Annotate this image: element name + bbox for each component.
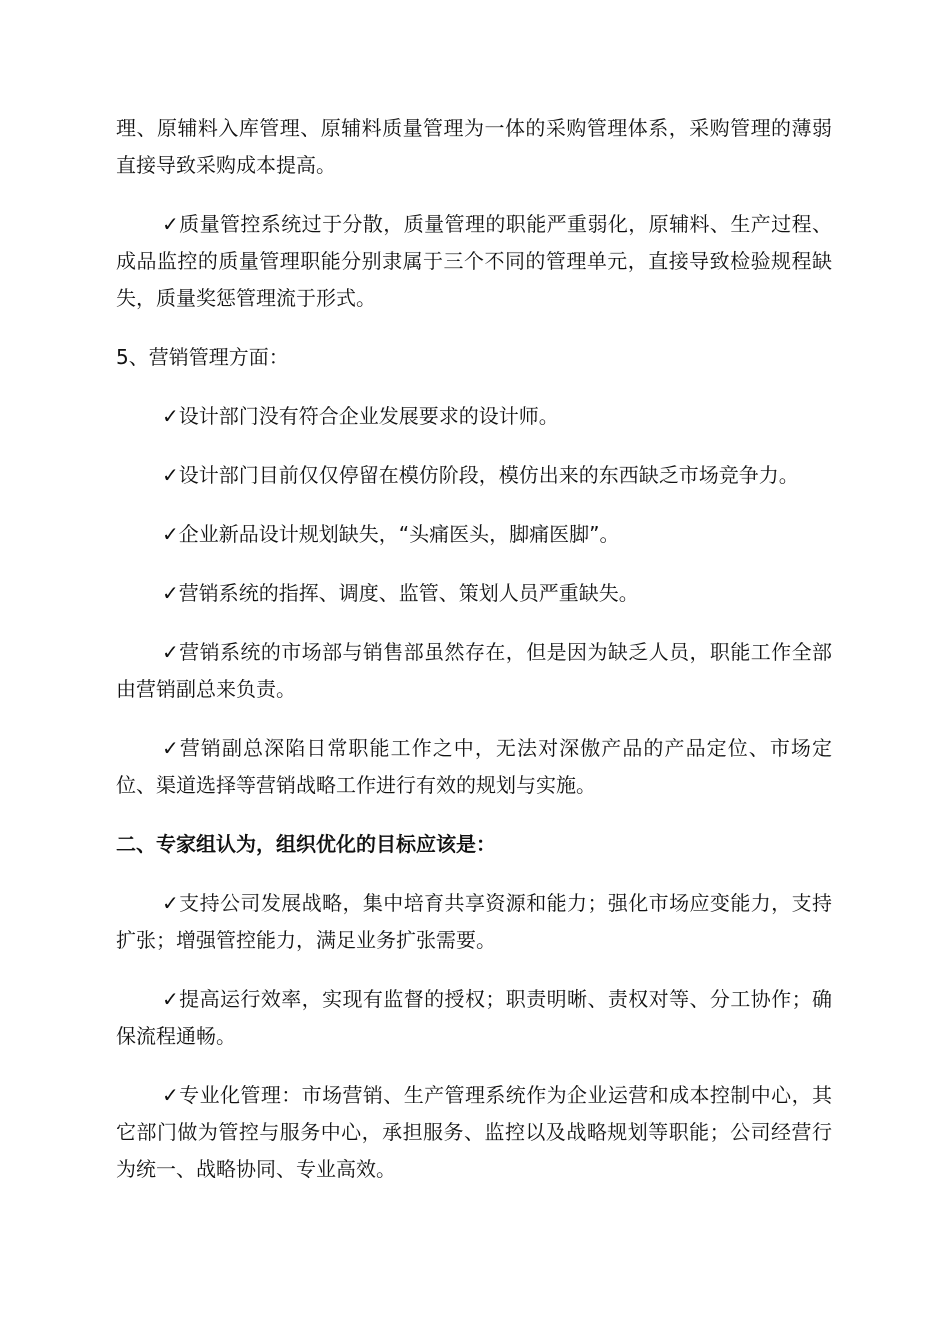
checkmark-icon: ✓ <box>162 581 179 605</box>
document-page <box>116 110 832 1210</box>
checkmark-icon: ✓ <box>162 1083 180 1107</box>
paragraph-design-staff <box>116 398 832 435</box>
paragraph-text: 营销副总深陷日常职能工作之中，无法对深傲产品的产品定位、市场定位、渠道选择等营销战略工作进行有效的规划与实施。 <box>116 736 833 797</box>
section-text: 5、营销管理方面： <box>116 345 289 369</box>
paragraph-text: 营销系统的市场部与销售部虽然存在，但是因为缺乏人员，职能工作全部由营销副总来负责。 <box>116 640 832 701</box>
paragraph-goal-efficiency <box>116 981 832 1055</box>
checkmark-icon: ✓ <box>162 463 179 487</box>
paragraph-text: 提高运行效率，实现有监督的授权；职责明晰、责权对等、分工协作；确保流程通畅。 <box>116 987 832 1048</box>
paragraph-text: 营销系统的指挥、调度、监管、策划人员严重缺失。 <box>178 581 639 605</box>
checkmark-icon: ✓ <box>162 736 180 760</box>
paragraph-text: 专业化管理：市场营销、生产管理系统作为企业运营和成本控制中心，其它部门做为管控与服务中心，承担服务、监控以及战略规划等职能；公司经营行为统一、战略协同、专业高效。 <box>116 1083 832 1181</box>
paragraph-marketing-departments <box>116 634 832 708</box>
checkmark-icon: ✓ <box>162 404 179 428</box>
paragraph-marketing-staff <box>116 575 832 612</box>
heading-text: 二、专家组认为，组织优化的目标应该是： <box>116 832 496 856</box>
section-marketing-title <box>116 339 832 376</box>
checkmark-icon: ✓ <box>162 212 180 236</box>
paragraph-product-planning <box>116 516 832 553</box>
checkmark-icon: ✓ <box>162 891 180 915</box>
paragraph-goal-strategy <box>116 885 832 959</box>
paragraph-text: 设计部门没有符合企业发展要求的设计师。 <box>178 404 559 428</box>
heading-optimization-goals <box>116 826 832 863</box>
paragraph-text: 企业新品设计规划缺失，“头痛医头，脚痛医脚”。 <box>178 522 620 546</box>
paragraph-quality-control <box>116 206 832 317</box>
paragraph-text: 设计部门目前仅仅停留在模仿阶段，模仿出来的东西缺乏市场竞争力。 <box>178 463 799 487</box>
checkmark-icon: ✓ <box>162 522 179 546</box>
paragraph-text: 支持公司发展战略，集中培育共享资源和能力；强化市场应变能力，支持扩张；增强管控能力，满足业务扩张需要。 <box>116 891 832 952</box>
paragraph-procurement-continued <box>116 110 832 184</box>
checkmark-icon: ✓ <box>162 987 180 1011</box>
paragraph-design-imitation <box>116 457 832 494</box>
paragraph-marketing-vp <box>116 730 832 804</box>
checkmark-icon: ✓ <box>162 640 180 664</box>
paragraph-text: 质量管控系统过于分散，质量管理的职能严重弱化，原辅料、生产过程、成品监控的质量管理职能分别隶属于三个不同的管理单元，直接导致检验规程缺失，质量奖惩管理流于形式。 <box>116 212 832 310</box>
paragraph-text: 理、原辅料入库管理、原辅料质量管理为一体的采购管理体系，采购管理的薄弱直接导致采购成本提高。 <box>116 116 832 177</box>
paragraph-goal-specialization <box>116 1077 832 1188</box>
